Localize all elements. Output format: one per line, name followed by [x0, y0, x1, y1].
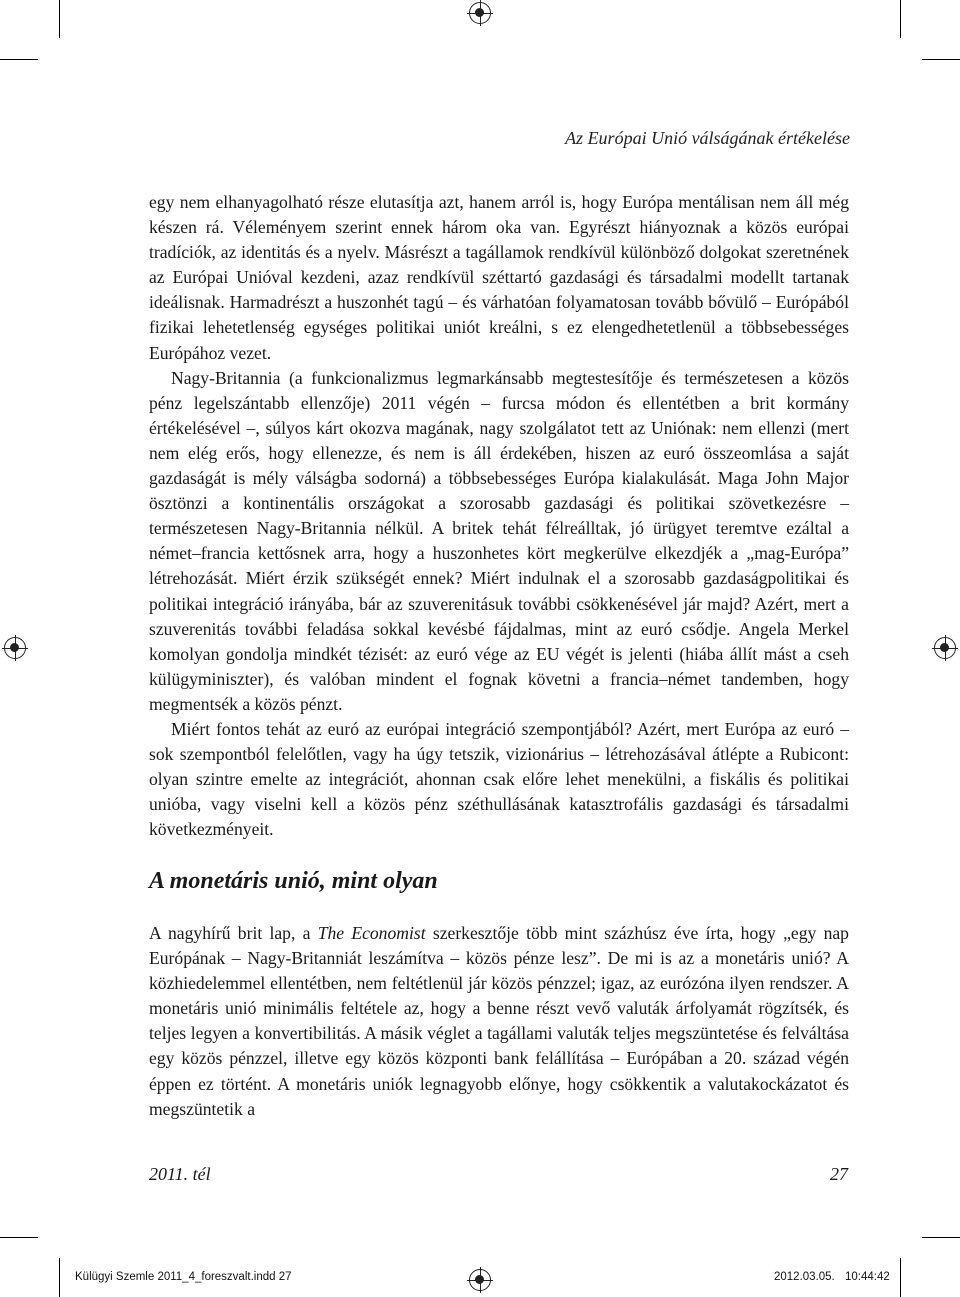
paragraph: egy nem elhanyagolható része elutasítja azt, hanem arról is, hogy Európa mentálisan nem áll még készen rá. Véleményem szerint ennek három oka van. Egyrészt hiányoznak a közös európai tradíciók, az identitás és a nyelv. Másrészt a tagállamok rendkívül különböző dolgokat szeretnének az Európai Unióval kezdeni, azaz rendkívül széttartó gazdasági és társadalmi modellt tartanak ideálisnak. Harmadrészt a huszonhét tagú – és várhatóan folyamatosan tovább bővülő – Európából fizikai lehetetlenség egységes politikai uniót kreálni, s ez elengedhetetlenül a többsebességes Európához vezet.	[149, 192, 849, 363]
paragraph: Nagy-Britannia (a funkcionalizmus legmarkánsabb megtestesítője és természetesen a közös pénz legelszántabb ellenzője) 2011 végén – furcsa módon és ellentétben a brit kormány értékelésével –, súlyos kárt okozva magának, nagy szolgálatot tett az Uniónak: nem ellenzi (mert nem elég erős, hogy ellenezze, és nem is áll érdekében, hiszen az euró összeomlása a saját gazdaságát is mély válságba sodorná) a többsebességes Európa kialakulását. Maga John Major ösztönzi a kontinentális országokat a szorosabb gazdasági és politikai szövetkezésre – természetesen Nagy-Britannia nélkül. A britek tehát félreálltak, jó ürügyet teremtve ezáltal a német–francia kettősnek arra, hogy a huszonhetes kört megkerülve elkezdjék a „mag-Európa” létrehozását. Miért érzik szükségét ennek? Miért indulnak el a szorosabb gazdaságpolitikai és politikai integráció irányába, bár az szuverenitásuk további csökkenésével jár majd? Azért, mert a szuverenitás további feladása sokkal kevésbé fájdalmas, mint az euró csődje. Angela Merkel komolyan gondolja mindkét tézisét: az euró vége az EU végét is jelenti (hiába állít mást a cseh külügyminiszter), és valóban mindent el fognak követni a francia–német tandemben, hogy megmentsék a közös pénzt.	[149, 367, 849, 714]
paragraph-text: szerkesztője több mint százhúsz éve írta, hogy „egy nap Európának – Nagy-Britanniát leszámítva – közös pénze lesz”. De mi is az a monetáris unió? A közhiedelemmel ellentétben, nem feltétlenül jár közös pénzzel; igaz, az eurózóna ilyen rendszer. A monetáris unió minimális feltétele az, hogy a benne részt vevő valuták árfolyamát rögzítsék, és teljes legyen a konvertibilitás. A másik véglet a tagállami valuták teljes megszüntetése és felváltása egy közös pénzzel, illetve egy közös központi bank felállítása – Európában a 20. század végén éppen ez történt. A monetáris uniók legnagyobb előnye, hogy csökkentik a valutakockázatot és megszüntetik a	[149, 923, 849, 1119]
section-title: A monetáris unió, mint olyan	[149, 868, 438, 894]
registration-mark-icon	[469, 2, 491, 24]
paragraph: Miért fontos tehát az euró az európai integráció szempontjából? Azért, mert Európa az euró – sok szempontból felelőtlen, vagy ha úgy tetszik, vizionárius – létrehozásával átlépte a Rubicont: olyan szintre emelte az integrációt, ahonnan csak előre lehet menekülni, a fiskális és politikai unióba, vagy viselni kell a közös pénz széthullásának katasztrofális gazdasági és társadalmi következményeit.	[149, 718, 849, 840]
registration-mark-icon	[469, 1269, 491, 1291]
page-number: 27	[830, 1164, 848, 1184]
running-head: Az Európai Unió válságának értékelése	[565, 128, 850, 148]
print-slug-file: Külügyi Szemle 2011_4_foreszvalt.indd 27	[75, 1271, 292, 1283]
section-body	[149, 921, 849, 1122]
issue-label: 2011. tél	[149, 1164, 211, 1184]
print-slug-date: 2012.03.05.	[774, 1271, 835, 1283]
crop-mark	[900, 0, 901, 38]
paragraph-text: A nagyhírű brit lap, a	[149, 923, 318, 943]
registration-mark-icon	[4, 637, 26, 659]
registration-mark-icon	[934, 637, 956, 659]
body-text	[149, 190, 849, 842]
crop-mark	[0, 59, 38, 60]
crop-mark	[900, 1258, 901, 1297]
crop-mark	[59, 0, 60, 38]
crop-mark	[59, 1258, 60, 1297]
print-slug-time: 10:44:42	[845, 1271, 890, 1283]
paragraph	[149, 921, 849, 1122]
publication-title: The Economist	[317, 923, 426, 943]
crop-mark	[0, 1237, 38, 1238]
crop-mark	[922, 1237, 960, 1238]
crop-mark	[922, 59, 960, 60]
